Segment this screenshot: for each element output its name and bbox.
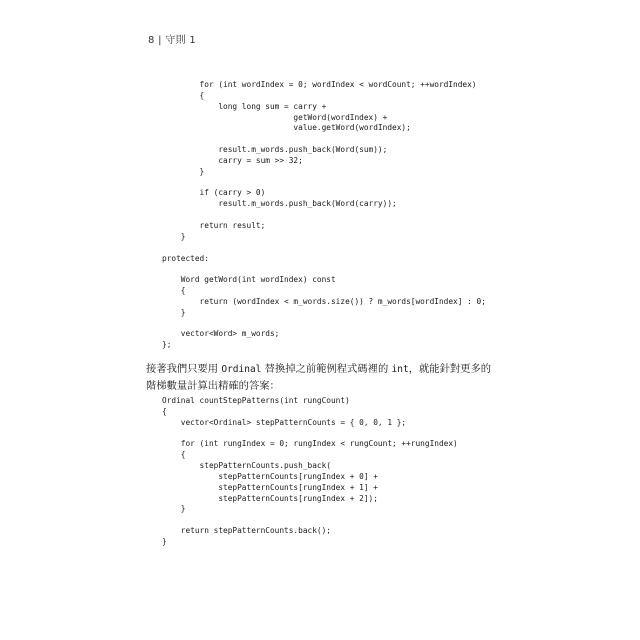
code-line — [162, 319, 486, 330]
header-separator: | — [158, 35, 162, 46]
code-line: { — [162, 406, 167, 416]
code-line: for (int rungIndex = 0; rungIndex < rungCount; ++rungIndex) — [162, 439, 458, 449]
code-line: } — [162, 166, 205, 176]
code-line: stepPatternCounts[rungIndex + 0] + — [162, 471, 378, 481]
page-number: 8 — [148, 35, 155, 46]
inline-code-ordinal: Ordinal — [221, 364, 262, 375]
code-line: return (wordIndex < m_words.size()) ? m_words[wordIndex] : 0; — [162, 296, 486, 306]
code-line: Ordinal countStepPatterns(int rungCount) — [162, 396, 350, 405]
code-line: value.getWord(wordIndex); — [162, 123, 411, 133]
code-line — [162, 243, 486, 254]
text-fragment: 替換掉之前範例程式碼裡的 — [261, 363, 392, 375]
code-line: } — [162, 504, 186, 514]
code-line: protected: — [162, 253, 209, 263]
code-line: }; — [162, 340, 172, 350]
code-line: vector<Ordinal> stepPatternCounts = { 0, 0, 1 }; — [162, 417, 407, 427]
code-line: { — [162, 90, 205, 100]
text-fragment: 接著我們只要用 — [146, 363, 222, 375]
code-block-count-step-patterns — [162, 396, 458, 548]
code-line: stepPatternCounts[rungIndex + 1] + — [162, 482, 378, 492]
code-line: carry = sum >> 32; — [162, 155, 303, 165]
code-line: return stepPatternCounts.back(); — [162, 526, 331, 536]
running-header — [148, 31, 196, 46]
body-paragraph — [146, 361, 496, 394]
code-line — [162, 429, 458, 440]
paragraph-line-2: 階梯數量計算出精確的答案： — [146, 380, 280, 392]
code-line: long long sum = carry + — [162, 101, 327, 111]
code-line: result.m_words.push_back(Word(carry)); — [162, 199, 397, 209]
code-block-bignum-add — [162, 80, 486, 351]
code-line — [162, 210, 486, 221]
code-line: { — [162, 286, 186, 296]
code-line: } — [162, 231, 186, 241]
inline-code-int: int — [391, 364, 409, 375]
chapter-title: 守則 1 — [165, 35, 197, 46]
code-line: } — [162, 536, 167, 546]
code-line — [162, 134, 486, 145]
code-line: stepPatternCounts.push_back( — [162, 461, 331, 471]
code-line: result.m_words.push_back(Word(sum)); — [162, 145, 388, 155]
code-line: getWord(wordIndex) + — [162, 112, 388, 122]
code-line — [162, 515, 458, 526]
code-line: vector<Word> m_words; — [162, 329, 280, 339]
code-line: { — [162, 450, 186, 460]
code-line — [162, 178, 486, 189]
code-line — [162, 264, 486, 275]
code-line: return result; — [162, 220, 266, 230]
code-line: if (carry > 0) — [162, 188, 266, 198]
text-fragment: ，就能針對更多的 — [408, 363, 492, 375]
paragraph-line-1 — [146, 361, 496, 378]
code-line: Word getWord(int wordIndex) const — [162, 275, 336, 285]
code-line: stepPatternCounts[rungIndex + 2]); — [162, 493, 378, 503]
code-line: for (int wordIndex = 0; wordIndex < wordCount; ++wordIndex) — [162, 80, 477, 89]
code-line: } — [162, 307, 186, 317]
